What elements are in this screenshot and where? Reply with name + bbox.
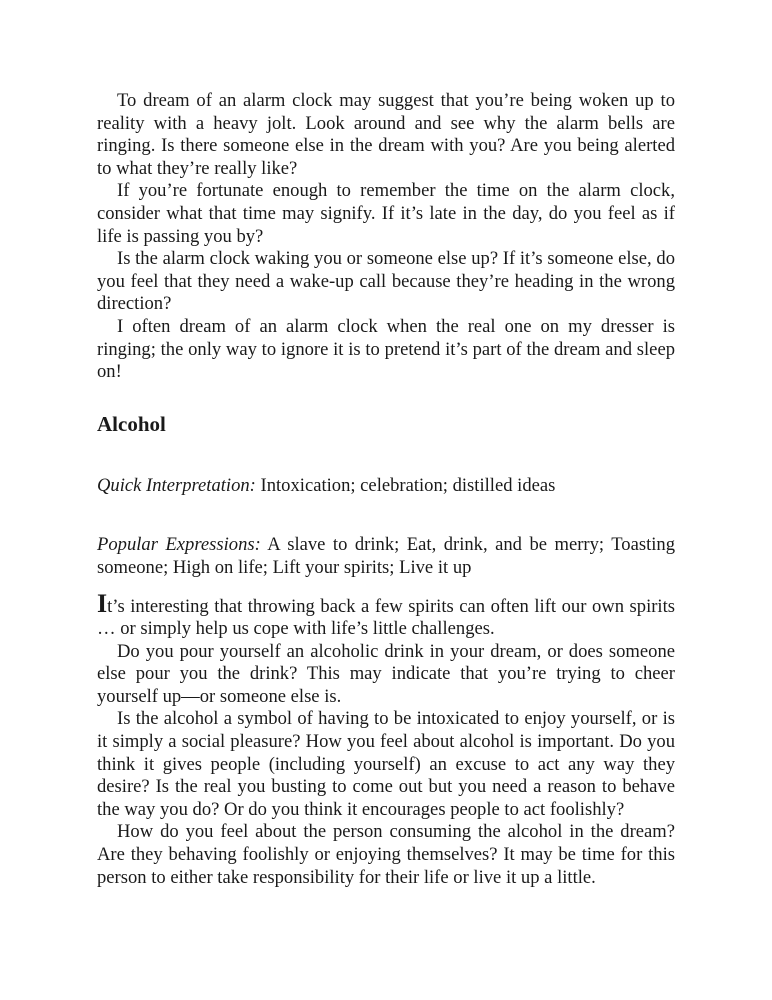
intro-paragraph-1: To dream of an alarm clock may suggest that you’re being woken up to reality with a heavy jolt. Look around and see why the alarm bells are ringing. Is there someone else in the dream with you? Are you being alerted to what they’re really like?: [97, 90, 675, 179]
quick-interpretation-text: Intoxication; celebration; distilled ideas: [255, 474, 556, 496]
entry-paragraph-4: How do you feel about the person consuming the alcohol in the dream? Are they behaving foolishly or enjoying themselves? It may be time for this person to either take responsibility for their life or live it up a little.: [97, 821, 675, 888]
popular-expressions: [97, 534, 675, 579]
popular-expressions-label: Popular Expressions:: [97, 534, 261, 556]
popular-expressions-text: A slave to drink; Eat, drink, and be merry; Toasting someone; High on life; Lift your spirits; Live it up: [97, 534, 676, 578]
intro-paragraph-4: I often dream of an alarm clock when the real one on my dresser is ringing; the only way to ignore it is to pretend it’s part of the dream and sleep on!: [97, 315, 675, 383]
entry-heading: Alcohol: [97, 411, 166, 436]
entry-first-paragraph-text: t’s interesting that throwing back a few spirits can often lift our own spirits … or simply help us cope with life’s little challenges.: [97, 595, 675, 640]
entry-first-paragraph: [97, 588, 675, 641]
drop-cap: I: [97, 588, 108, 618]
entry-paragraph-3: Is the alcohol a symbol of having to be intoxicated to enjoy yourself, or is it simply a social pleasure? How you feel about alcohol is important. Do you think it gives people (including yourself) an excuse to act any way they desire? Is the real you busting to come out but you need a reason to behave the way you do? Or do you think it encourages people to act foolishly?: [97, 708, 675, 820]
book-page: [97, 90, 675, 889]
intro-paragraph-2: If you’re fortunate enough to remember the time on the alarm clock, consider what that time may signify. If it’s late in the day, do you feel as if life is passing you by?: [97, 180, 675, 247]
intro-paragraph-3: Is the alarm clock waking you or someone else up? If it’s someone else, do you feel that they need a wake-up call because they’re heading in the wrong direction?: [97, 248, 675, 315]
entry-paragraph-2: Do you pour yourself an alcoholic drink in your dream, or does someone else pour you the drink? This may indicate that you’re trying to cheer yourself up—or someone else is.: [97, 640, 675, 707]
quick-interpretation-label: Quick Interpretation:: [97, 474, 256, 496]
quick-interpretation: [97, 475, 675, 498]
